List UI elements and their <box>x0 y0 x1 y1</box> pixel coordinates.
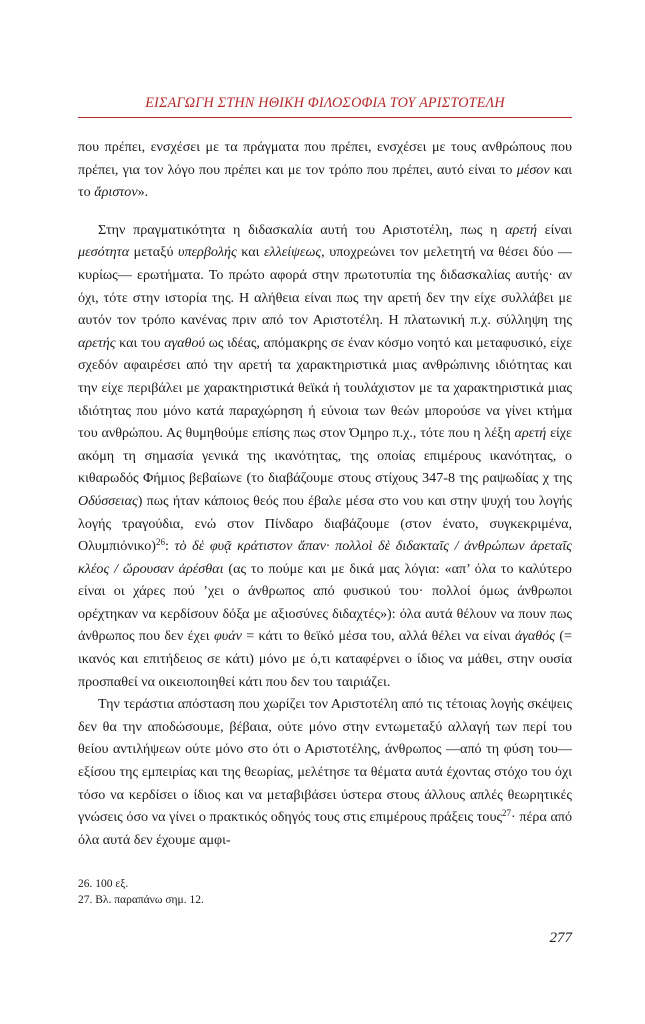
footnote-ref-26[interactable]: 26 <box>155 537 165 548</box>
text-run: (ας το πούμε και με δικά μας λόγια: «απ’ όλα το καλύτερο είναι οι χάρες πού ’χει ο άνθρωπος από φυσικού του· πολλοί όμως άνθρωποι ορέχτηκαν να κερδίσουν δόξα με αξιοσύνες διδαχτές»): όλα αυτά θέλουν να πουν πως άνθρωπος που δεν έχει <box>78 560 572 645</box>
italic-term: υπερβολής <box>177 244 237 261</box>
italic-term: αρετή <box>505 221 537 238</box>
text-run: που πρέπει, ενσχέσει με τα πράγματα που πρέπει, ενσχέσει με τους ανθρώπους που πρέπει, για τον λόγο που πρέπει και με τον τρόπο που πρέπει, αυτό είναι το <box>78 139 572 178</box>
running-header: ΕΙΣΑΓΩΓΗ ΣΤΗΝ ΗΘΙΚΗ ΦΙΛΟΣΟΦΙΑ ΤΟΥ ΑΡΙΣΤΟΤΕΛΗ <box>145 95 505 111</box>
italic-term: ἄριστον <box>94 184 138 201</box>
text-run: και το <box>78 161 572 201</box>
header-rule <box>78 117 572 118</box>
text-run: = κάτι το θεϊκό μέσα του, αλλά θέλει να είναι <box>241 628 515 645</box>
text-run: Την τεράστια απόσταση που χωρίζει τον Αριστοτέλη από τις τέτοιας λογής σκέψεις δεν θα την αποδώσουμε, βέβαια, ούτε μόνο στην εντωμεταξύ αλλαγή των περί του θείου αντιλήψεων ούτε μόνο στο ότι ο Αριστοτέλης, άνθρωπος —από τη φύση του— εξίσου της εμπειρίας και της θεωρίας, μελέτησε τα θέματα αυτά έχοντας στόχο του όχι τόσο να κερδίσει ο ίδιος και να μεταβιβάσει ύστερα στους άλλους απλές θεωρητικές γνώσεις όσο να γίνει ο πρακτικός οδηγός τους στις επιμέρους πράξεις τους <box>78 696 572 826</box>
text-run: μεταξύ <box>129 244 178 261</box>
paragraph-1 <box>78 136 572 204</box>
footnotes <box>78 876 572 908</box>
footnote-26: 26. 100 εξ. <box>78 878 129 890</box>
text-run: ». <box>137 184 149 201</box>
paragraph-3 <box>78 693 572 851</box>
footnote-ref-27[interactable]: 27 <box>502 808 512 819</box>
text-run: είναι <box>536 221 572 238</box>
body-text <box>78 136 572 851</box>
italic-term: αρετής <box>78 334 116 351</box>
text-run: · πέρα από όλα αυτά δεν έχουμε αμφι- <box>78 809 572 848</box>
italic-term: μέσον <box>516 161 550 178</box>
italic-term: αρετή <box>514 425 547 442</box>
text-run: Στην πραγματικότητα η διδασκαλία αυτή του Αριστοτέλη, πως η <box>98 221 506 238</box>
pindar-quote: τὸ δὲ φυᾷ κράτιστον ἅπαν· πολλοὶ δὲ διδακταῖς / ἀνθρώπων ἀρεταῖς κλέος / ὤρουσαν ἀρέσθαι <box>78 538 572 577</box>
text-run: (= ικανός και επιτήδειος σε κάτι) μόνο με ό,τι καταφέρνει ο ίδιος να μάθει, στην ουσία προσπαθεί να οικειοποιηθεί κάτι που δεν του ταιριάζει. <box>78 628 572 690</box>
text-run: είχε ακόμη τη σημασία γενικά της ικανότητας, της οποίας επιμέρους ικανότητας, ο κιθαρωδός Φήμιος βεβαίωνε (το διαβάζουμε στους στίχους 347-8 της ραψωδίας χ της <box>78 425 572 487</box>
italic-term: ἀγαθός <box>514 628 555 645</box>
italic-term: ελλείψεως <box>263 244 322 261</box>
text-run: ) πως ήταν κάποιος θεός που έβαλε μέσα στο νου και στην ψυχή του λογής λογής τραγούδια, ενώ στον Πίνδαρο διαβάζουμε (στον ένατο, συγκεκριμένα, Ολυμπιόνικο) <box>78 492 572 555</box>
italic-term: φυάν <box>213 628 242 645</box>
italic-term: Οδύσσειας <box>78 492 138 509</box>
footnote-27: 27. Βλ. παραπάνω σημ. 12. <box>78 894 204 906</box>
italic-term: μεσότητα <box>78 244 130 261</box>
text-run: ως ιδέας, απόμακρης σε έναν κόσμο νοητό και μεταφυσικό, είχε σχεδόν αφαιρέσει από την αρετή τα χαρακτηριστικά μιας ανθρώπινης ιδιότητας και την είχε περιβάλει με χαρακτηριστικά θεϊκά ή τουλάχιστον με τα χαρακτηριστικά μιας ιδιότητας που μόνο κατά παραχώρηση ή εύνοια των θεών μπορούσε να γίνει κτήμα του ανθρώπου. Ας θυμηθούμε επίσης πως στον Όμηρο π.χ., τότε που η λέξη <box>78 334 573 442</box>
italic-term: αγαθού <box>164 334 205 351</box>
text-run: και <box>236 244 264 261</box>
text-run: , υποχρεώνει τον μελετητή να θέσει δύο —κυρίως— ερωτήματα. Το πρώτο αφορά στην πρωτοτυπία της διδασκαλίας αυτής· αν όχι, τότε στην ιστορία της. Η αλήθεια είναι πως την αρετή δεν την είχε συλλάβει με αυτόν τον τρόπο κανένας πριν από τον Αριστοτέλη. Η πλατωνική π.χ. σύλληψη της <box>78 244 572 329</box>
paragraph-2 <box>78 219 572 693</box>
page-number: 277 <box>549 930 572 946</box>
text-run: και του <box>115 334 165 351</box>
text-run: : <box>164 538 175 555</box>
